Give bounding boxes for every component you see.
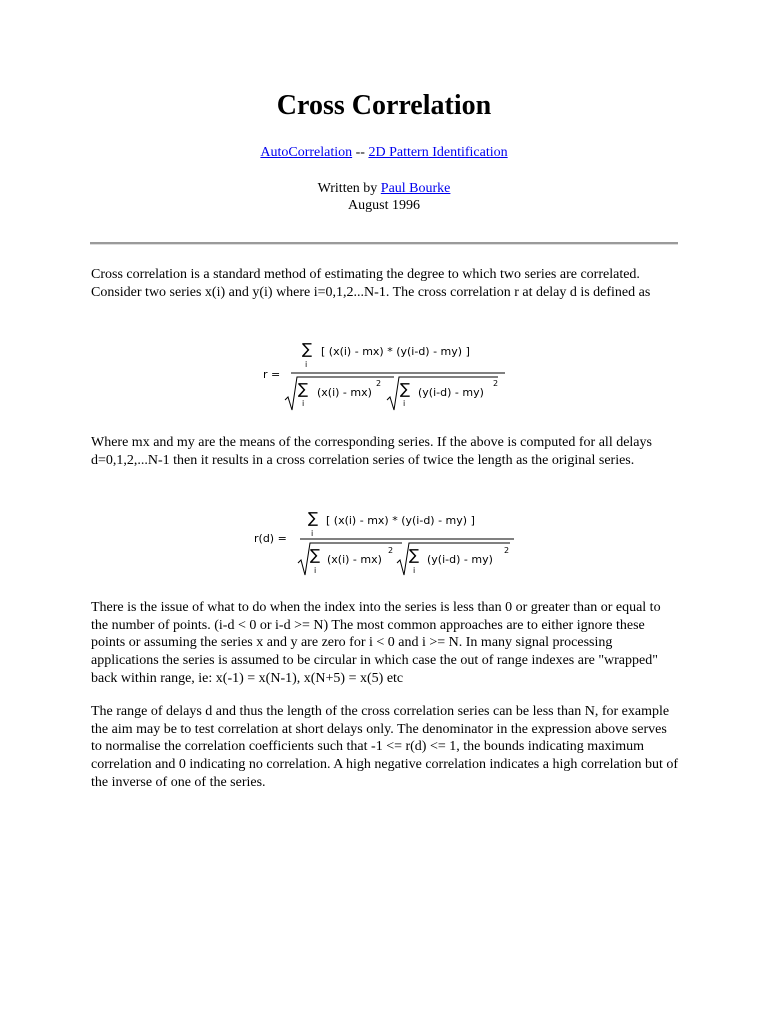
boundary-handling-paragraph: There is the issue of what to do when the index into the series is less than 0 or greater than or equal to the number of points. (i-d < 0 or i-d >= N) The most common approaches are to either ignore these points or assuming the series x and y are zero for i < 0 and i >= N. In many signal processing applications the series is assumed to be circular in which case the out of range indexes are "wrapped" back within range, ie: x(-1) = x(N-1), x(N+5) = x(5) etc	[91, 600, 661, 686]
denominator-right-exponent: 2	[504, 546, 510, 555]
denominator-sum-symbol-left: ∑	[310, 546, 321, 564]
author-link[interactable]: Paul Bourke	[380, 181, 451, 196]
formula-lhs: r(d) =	[254, 532, 287, 545]
cross-correlation-formula	[255, 336, 525, 416]
denominator-right-term: (y(i-d) - my)	[418, 386, 484, 399]
formula-lhs: r =	[263, 368, 281, 381]
numerator-sum-index: i	[305, 360, 308, 369]
denominator-sum-index-left: i	[314, 566, 317, 575]
numerator-sum-index: i	[311, 529, 314, 538]
horizontal-divider	[90, 242, 678, 245]
intro-paragraph: Cross correlation is a standard method of estimating the degree to which two series are correlated. Consider two series x(i) and y(i) where i=0,1,2...N-1. The cross correlation r at delay d is defined as	[91, 267, 651, 300]
denominator-sum-index-right: i	[413, 566, 416, 575]
denominator-sum-index-left: i	[302, 399, 305, 408]
formula-numerator: [ (x(i) - mx) * (y(i-d) - my) ]	[321, 345, 470, 358]
written-by-label: Written by	[317, 181, 378, 196]
numerator-sum-symbol: ∑	[308, 509, 319, 527]
page-title: Cross Correlation	[276, 90, 492, 121]
denominator-sum-symbol-right: ∑	[409, 546, 420, 564]
byline	[0, 180, 768, 214]
pattern-identification-link[interactable]: 2D Pattern Identification	[368, 145, 508, 160]
denominator-right-term: (y(i-d) - my)	[427, 553, 493, 566]
denominator-left-term: (x(i) - mx)	[327, 553, 382, 566]
means-paragraph: Where mx and my are the means of the corresponding series. If the above is computed for all delays d=0,1,2,...N-1 then it results in a cross correlation series of twice the length as the original series.	[91, 435, 652, 468]
denominator-sum-index-right: i	[403, 399, 406, 408]
denominator-sum-symbol-left: ∑	[298, 380, 309, 398]
delay-range-paragraph: The range of delays d and thus the length of the cross correlation series can be less than N, for example the aim may be to test correlation at short delays only. The denominator in the expression above serves to normalise the correlation coefficients such that -1 <= r(d) <= 1, the bounds indicating maximum correlation and 0 indicating no correlation. A high negative correlation indicates a high correlation but of the inverse of one of the series.	[91, 704, 679, 790]
denominator-sum-symbol-right: ∑	[400, 380, 411, 398]
numerator-sum-symbol: ∑	[302, 340, 313, 358]
cross-correlation-delay-formula	[252, 505, 527, 585]
formula-numerator: [ (x(i) - mx) * (y(i-d) - my) ]	[326, 514, 475, 527]
author-line	[0, 180, 768, 197]
denominator-left-term: (x(i) - mx)	[317, 386, 372, 399]
autocorrelation-link[interactable]: AutoCorrelation	[260, 145, 353, 160]
denominator-left-exponent: 2	[376, 379, 382, 388]
publication-date: August 1996	[348, 198, 420, 213]
nav-separator: --	[355, 145, 365, 160]
denominator-right-exponent: 2	[493, 379, 499, 388]
denominator-left-exponent: 2	[388, 546, 394, 555]
navigation-links	[0, 145, 768, 161]
